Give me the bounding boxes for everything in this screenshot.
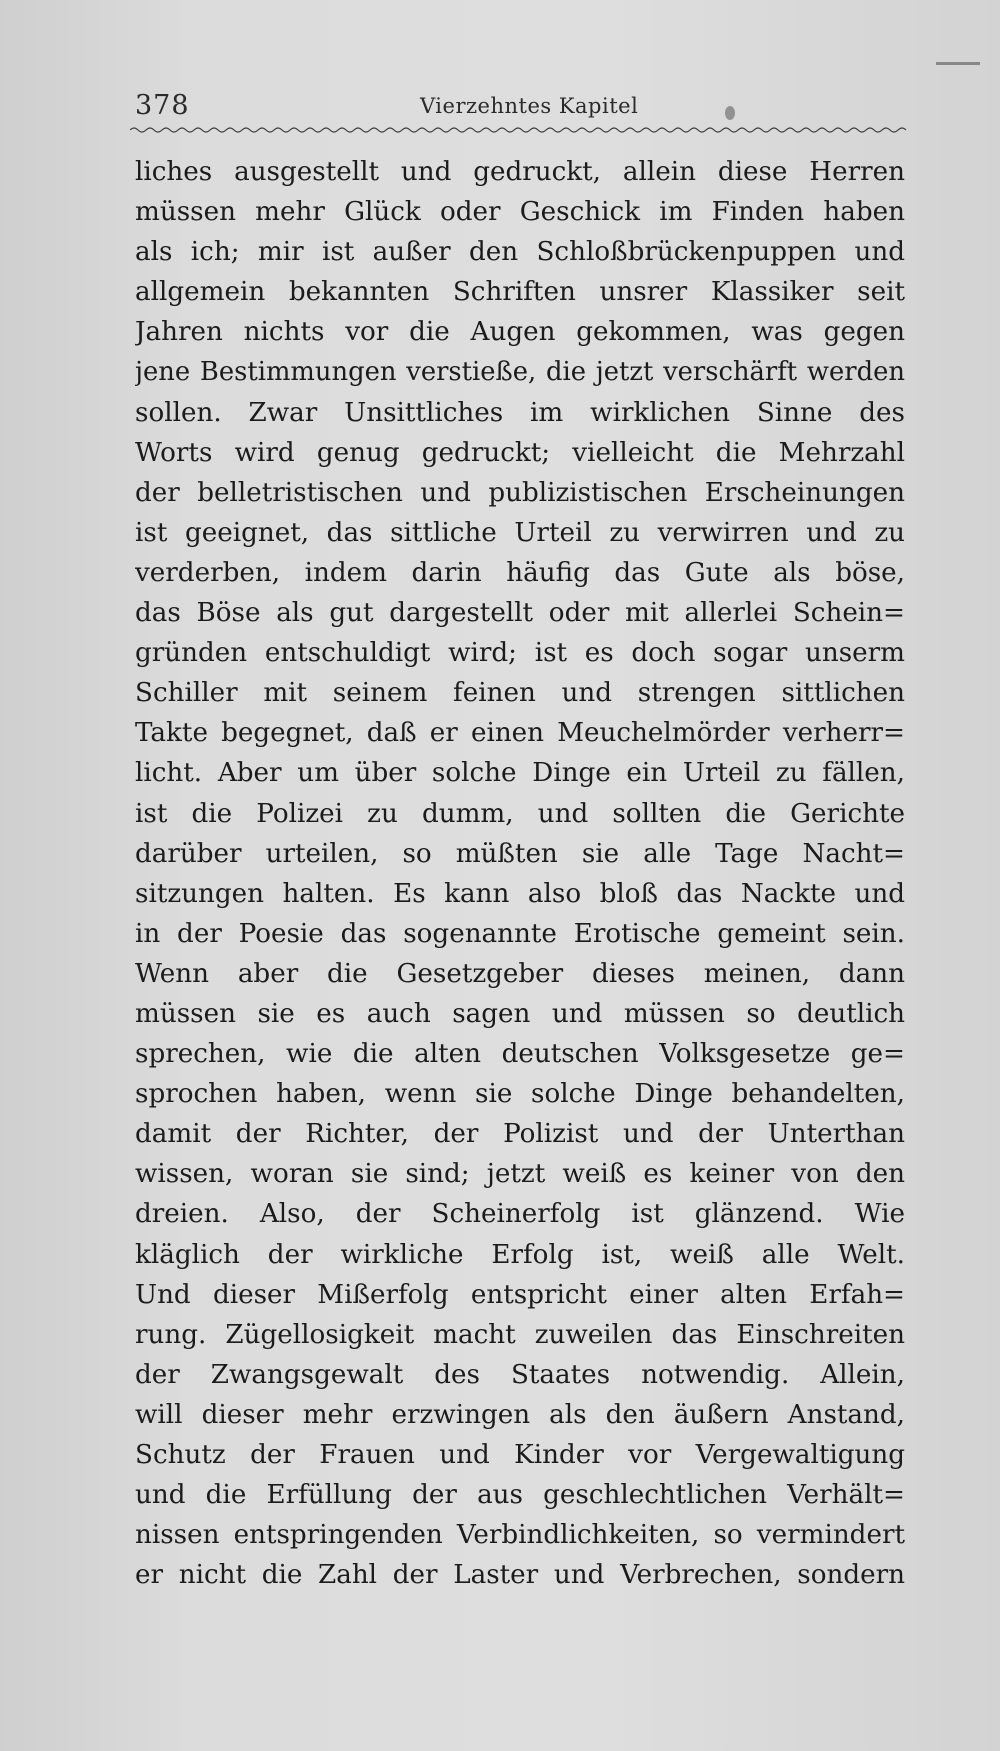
text-line: sollen. Zwar Unsittliches im wirklichen Sinne des: [135, 397, 905, 428]
text-line: sprechen, wie die alten deutschen Volksgesetze ge=: [135, 1039, 905, 1070]
text-line: allgemein bekannten Schriften unsrer Klassiker seit: [135, 277, 905, 308]
text-line: darüber urteilen, so müßten sie alle Tage Nacht=: [135, 838, 905, 869]
text-line: der belletristischen und publizistischen Erscheinungen: [135, 477, 905, 508]
running-head: Vierzehntes Kapitel: [420, 94, 639, 118]
text-line: wissen, woran sie sind; jetzt weiß es keiner von den: [135, 1159, 905, 1190]
text-line: licht. Aber um über solche Dinge ein Urteil zu fällen,: [135, 758, 905, 789]
text-line: Takte begegnet, daß er einen Meuchelmörder verherr=: [135, 718, 905, 749]
text-line: verderben, indem darin häufig das Gute als böse,: [135, 557, 905, 588]
text-line: das Böse als gut dargestellt oder mit allerlei Schein=: [135, 598, 905, 629]
text-line: er nicht die Zahl der Laster und Verbrechen, sondern: [135, 1560, 905, 1591]
text-line: der Zwangsgewalt des Staates notwendig. Allein,: [135, 1359, 905, 1390]
text-line: in der Poesie das sogenannte Erotische gemeint sein.: [135, 918, 905, 949]
text-line: Worts wird genug gedruckt; vielleicht die Mehrzahl: [135, 437, 905, 468]
text-line: liches ausgestellt und gedruckt, allein diese Herren: [135, 157, 905, 187]
header-wavy-rule: [130, 126, 910, 134]
text-line: gründen entschuldigt wird; ist es doch sogar unserm: [135, 638, 905, 669]
ink-spot: [725, 106, 735, 120]
text-line: will dieser mehr erzwingen als den äußern Anstand,: [135, 1399, 905, 1430]
text-line: rung. Zügellosigkeit macht zuweilen das Einschreiten: [135, 1319, 905, 1350]
text-line: sprochen haben, wenn sie solche Dinge behandelten,: [135, 1079, 905, 1110]
text-line: kläglich der wirkliche Erfolg ist, weiß alle Welt.: [135, 1239, 905, 1270]
text-line: Wenn aber die Gesetzgeber dieses meinen, dann: [135, 958, 905, 989]
text-line: nissen entspringenden Verbindlichkeiten, so vermindert: [135, 1520, 905, 1551]
text-line: Jahren nichts vor die Augen gekommen, was gegen: [135, 317, 905, 348]
text-line: Und dieser Mißerfolg entspricht einer alten Erfah=: [135, 1279, 905, 1310]
text-line: Schutz der Frauen und Kinder vor Vergewaltigung: [135, 1440, 905, 1470]
corner-mark: [936, 62, 980, 65]
text-line: ist geeignet, das sittliche Urteil zu verwirren und zu: [135, 517, 905, 548]
text-line: als ich; mir ist außer den Schloßbrückenpuppen und: [135, 237, 905, 268]
text-line: dreien. Also, der Scheinerfolg ist glänzend. Wie: [135, 1199, 905, 1230]
text-line: müssen mehr Glück oder Geschick im Finden haben: [135, 197, 905, 228]
body-text: [135, 152, 905, 1595]
text-line: und die Erfüllung der aus geschlechtlichen Verhält=: [135, 1480, 905, 1511]
page-header: [135, 88, 935, 128]
text-line: Schiller mit seinem feinen und strengen sittlichen: [135, 678, 905, 709]
text-line: jene Bestimmungen verstieße, die jetzt verschärft werden: [135, 357, 905, 388]
text-line: ist die Polizei zu dumm, und sollten die Gerichte: [135, 798, 905, 829]
text-line: müssen sie es auch sagen und müssen so deutlich: [135, 998, 905, 1029]
page-number: 378: [135, 90, 190, 121]
text-line: sitzungen halten. Es kann also bloß das Nackte und: [135, 878, 905, 909]
text-line: damit der Richter, der Polizist und der Unterthan: [135, 1119, 905, 1150]
